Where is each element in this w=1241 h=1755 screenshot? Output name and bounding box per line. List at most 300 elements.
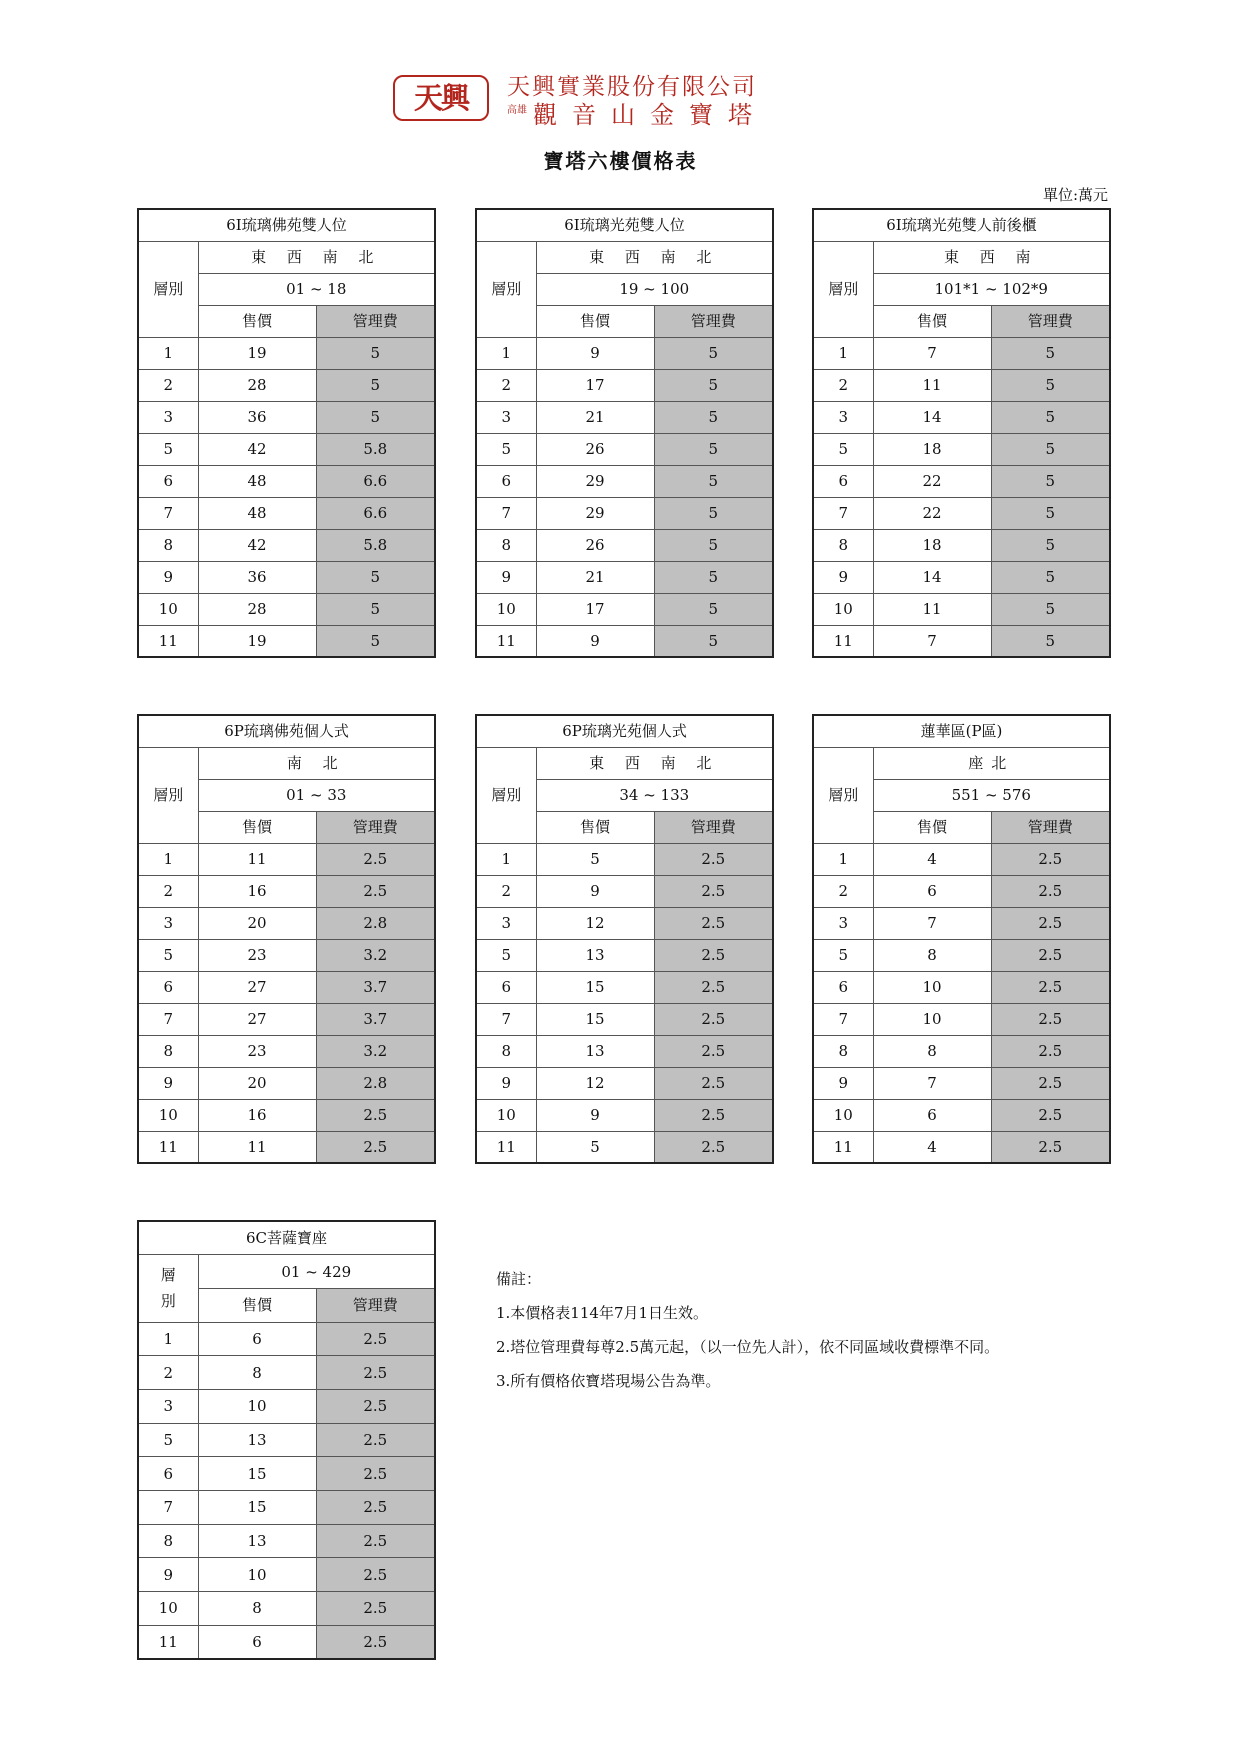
floor-cell: 6 [138,971,198,1003]
table-row [476,369,773,401]
floor-header [138,1255,198,1322]
table-row [476,465,773,497]
table-row [813,1003,1110,1035]
table-row [813,625,1110,657]
fee-cell: 2.5 [316,875,435,907]
floor-header: 層別 [138,747,198,843]
price-cell: 28 [198,593,316,625]
floor-cell: 6 [813,465,873,497]
price-cell: 14 [873,561,991,593]
table-row [138,1099,435,1131]
fee-cell: 2.5 [316,1389,435,1423]
unit-range: 34 ~ 133 [536,779,773,811]
floor-cell: 3 [138,401,198,433]
fee-cell: 5 [654,369,773,401]
fee-cell: 2.5 [991,1035,1110,1067]
floor-cell: 7 [813,497,873,529]
table-row [476,337,773,369]
price-cell: 22 [873,497,991,529]
price-cell: 11 [198,843,316,875]
fee-header: 管理費 [316,305,435,337]
page-title: 寶塔六樓價格表 [543,149,698,173]
fee-header: 管理費 [991,811,1110,843]
fee-cell: 2.5 [654,1035,773,1067]
floor-cell: 3 [476,401,536,433]
table-row [138,971,435,1003]
price-cell: 15 [536,971,654,1003]
price-cell: 27 [198,1003,316,1035]
facing-direction: 座北 [873,747,1110,779]
table-row [138,1035,435,1067]
fee-cell: 2.5 [654,939,773,971]
fee-cell: 2.5 [991,1067,1110,1099]
floor-header: 層別 [813,747,873,843]
fee-cell: 5 [991,401,1110,433]
floor-cell: 8 [813,529,873,561]
price-cell: 20 [198,907,316,939]
fee-cell: 3.7 [316,971,435,1003]
floor-cell: 1 [813,337,873,369]
fee-cell: 2.5 [316,1099,435,1131]
table-row [138,401,435,433]
table-row [813,1099,1110,1131]
fee-cell: 5 [991,529,1110,561]
floor-cell: 5 [138,433,198,465]
fee-cell: 2.5 [991,939,1110,971]
fee-cell: 5 [991,625,1110,657]
floor-cell: 5 [476,939,536,971]
floor-cell: 6 [476,465,536,497]
floor-cell: 6 [813,971,873,1003]
floor-cell: 9 [138,1558,198,1592]
floor-cell: 11 [138,1131,198,1163]
floor-cell: 3 [476,907,536,939]
floor-cell: 2 [138,369,198,401]
fee-cell: 5 [991,497,1110,529]
price-table [475,714,774,1164]
table-row [813,907,1110,939]
table-title: 6I琉璃光苑雙人前後櫃 [813,209,1110,241]
fee-cell: 3.7 [316,1003,435,1035]
price-cell: 13 [198,1423,316,1457]
price-cell: 12 [536,907,654,939]
fee-cell: 5 [654,401,773,433]
price-cell: 21 [536,561,654,593]
price-cell: 14 [873,401,991,433]
price-cell: 15 [198,1491,316,1525]
table-row [138,1558,435,1592]
table-row [813,401,1110,433]
floor-cell: 1 [138,337,198,369]
price-cell: 7 [873,625,991,657]
price-cell: 28 [198,369,316,401]
table-row [813,1067,1110,1099]
floor-cell: 9 [476,561,536,593]
fee-cell: 5 [654,625,773,657]
floor-cell: 10 [476,593,536,625]
floor-cell: 7 [476,1003,536,1035]
price-table [137,714,436,1164]
table-row [138,939,435,971]
facing-direction: 東 西 南 北 [536,241,773,273]
fee-cell: 5 [654,497,773,529]
fee-cell: 2.5 [316,1524,435,1558]
fee-cell: 2.5 [654,1099,773,1131]
floor-cell: 2 [813,369,873,401]
floor-cell: 9 [476,1067,536,1099]
unit-label: 單位:萬元 [1042,186,1108,204]
table-row [138,1131,435,1163]
price-cell: 42 [198,529,316,561]
price-cell: 48 [198,497,316,529]
table-row [138,1356,435,1390]
price-cell: 10 [873,971,991,1003]
floor-cell: 9 [813,1067,873,1099]
floor-cell: 11 [813,1131,873,1163]
table-row [138,497,435,529]
table-row [813,529,1110,561]
site-prefix: 高雄 [507,105,527,116]
floor-cell: 1 [476,337,536,369]
price-table [812,714,1111,1164]
floor-cell: 6 [138,465,198,497]
floor-cell: 7 [813,1003,873,1035]
price-cell: 15 [198,1457,316,1491]
floor-cell: 8 [138,1035,198,1067]
fee-cell: 5 [316,593,435,625]
notes [496,1262,999,1398]
unit-range: 101*1 ~ 102*9 [873,273,1110,305]
table-row [138,1491,435,1525]
price-cell: 10 [873,1003,991,1035]
unit-range: 01 ~ 18 [198,273,435,305]
floor-cell: 8 [476,1035,536,1067]
price-header: 售價 [873,811,991,843]
table-row [138,1524,435,1558]
floor-cell: 5 [813,433,873,465]
fee-cell: 2.5 [654,875,773,907]
fee-cell: 5 [991,433,1110,465]
price-cell: 18 [873,529,991,561]
price-cell: 26 [536,433,654,465]
table-row [813,1035,1110,1067]
floor-cell: 11 [476,1131,536,1163]
floor-cell: 5 [138,1423,198,1457]
table-row [476,433,773,465]
table-row [813,497,1110,529]
table-row [138,561,435,593]
table-title: 6I琉璃光苑雙人位 [476,209,773,241]
price-cell: 5 [536,1131,654,1163]
fee-cell: 5 [654,337,773,369]
fee-cell: 3.2 [316,939,435,971]
table-row [138,465,435,497]
table-row [138,1389,435,1423]
fee-cell: 5 [991,465,1110,497]
floor-cell: 10 [138,1099,198,1131]
table-row [138,593,435,625]
fee-cell: 2.5 [991,907,1110,939]
fee-cell: 2.5 [654,1067,773,1099]
price-cell: 36 [198,561,316,593]
fee-header: 管理費 [991,305,1110,337]
floor-cell: 8 [138,529,198,561]
table-row [138,843,435,875]
table-row [476,401,773,433]
floor-cell: 2 [138,875,198,907]
price-header: 售價 [536,305,654,337]
fee-cell: 2.5 [991,1003,1110,1035]
floor-header: 層別 [813,241,873,337]
table-row [138,1625,435,1659]
table-row [138,433,435,465]
table-title: 6P琉璃光苑個人式 [476,715,773,747]
table-row [138,875,435,907]
price-cell: 6 [873,875,991,907]
table-row [813,939,1110,971]
fee-cell: 2.5 [991,1099,1110,1131]
floor-header: 層別 [138,241,198,337]
price-cell: 6 [198,1625,316,1659]
price-cell: 42 [198,433,316,465]
table-row [476,1003,773,1035]
floor-cell: 7 [138,1491,198,1525]
fee-cell: 5 [654,593,773,625]
table-row [138,625,435,657]
floor-cell: 5 [813,939,873,971]
price-cell: 17 [536,369,654,401]
table-row [476,1035,773,1067]
price-cell: 9 [536,875,654,907]
price-cell: 19 [198,337,316,369]
price-header: 售價 [198,305,316,337]
floor-cell: 7 [476,497,536,529]
table-row [476,529,773,561]
facing-direction: 東 西 南 [873,241,1110,273]
price-cell: 4 [873,843,991,875]
floor-cell: 9 [813,561,873,593]
price-table [137,1220,436,1660]
table-row [813,369,1110,401]
fee-cell: 2.5 [316,1356,435,1390]
price-cell: 11 [873,369,991,401]
price-cell: 8 [873,939,991,971]
table-row [476,939,773,971]
table-row [476,907,773,939]
table-row [138,337,435,369]
table-title: 蓮華區(P區) [813,715,1110,747]
table-row [476,497,773,529]
table-row [476,1099,773,1131]
price-cell: 9 [536,625,654,657]
floor-cell: 6 [138,1457,198,1491]
floor-cell: 7 [138,1003,198,1035]
unit-range: 19 ~ 100 [536,273,773,305]
table-title: 6I琉璃佛苑雙人位 [138,209,435,241]
price-cell: 8 [873,1035,991,1067]
fee-cell: 2.5 [654,1131,773,1163]
table-row [138,529,435,561]
price-cell: 11 [873,593,991,625]
fee-cell: 2.5 [654,843,773,875]
price-cell: 26 [536,529,654,561]
floor-cell: 8 [813,1035,873,1067]
fee-cell: 5 [316,625,435,657]
floor-cell: 2 [813,875,873,907]
price-cell: 7 [873,337,991,369]
notes-heading: 備註： [496,1270,542,1288]
price-header: 售價 [198,1288,316,1322]
price-cell: 18 [873,433,991,465]
price-cell: 7 [873,907,991,939]
floor-cell: 10 [138,593,198,625]
table-row [476,843,773,875]
fee-cell: 5 [991,337,1110,369]
table-row [138,1457,435,1491]
floor-header-label: 層別 [160,1266,176,1311]
price-cell: 16 [198,875,316,907]
fee-cell: 5 [991,561,1110,593]
price-cell: 12 [536,1067,654,1099]
floor-cell: 3 [138,907,198,939]
price-header: 售價 [198,811,316,843]
price-cell: 22 [873,465,991,497]
price-cell: 17 [536,593,654,625]
fee-cell: 2.5 [991,875,1110,907]
price-cell: 15 [536,1003,654,1035]
fee-cell: 5 [316,337,435,369]
price-cell: 10 [198,1389,316,1423]
price-cell: 21 [536,401,654,433]
fee-cell: 2.5 [316,1592,435,1626]
table-row [138,1003,435,1035]
price-table [475,208,774,658]
price-cell: 20 [198,1067,316,1099]
fee-cell: 2.5 [316,1131,435,1163]
table-row [138,1423,435,1457]
fee-cell: 2.5 [316,1423,435,1457]
fee-header: 管理費 [654,305,773,337]
price-cell: 29 [536,497,654,529]
table-row [138,1322,435,1356]
floor-cell: 7 [138,497,198,529]
table-row [813,875,1110,907]
fee-cell: 5 [654,465,773,497]
price-cell: 11 [198,1131,316,1163]
table-row [476,1067,773,1099]
floor-cell: 9 [138,1067,198,1099]
table-row [138,907,435,939]
floor-cell: 10 [138,1592,198,1626]
facing-direction: 東 西 南 北 [536,747,773,779]
floor-cell: 1 [813,843,873,875]
fee-cell: 2.5 [316,1457,435,1491]
price-cell: 13 [536,1035,654,1067]
table-row [813,593,1110,625]
price-cell: 8 [198,1592,316,1626]
floor-cell: 1 [138,843,198,875]
fee-cell: 2.5 [316,1625,435,1659]
price-header: 售價 [873,305,991,337]
table-row [813,337,1110,369]
price-cell: 36 [198,401,316,433]
floor-cell: 3 [138,1389,198,1423]
unit-range: 01 ~ 429 [198,1255,435,1289]
site-name-row [507,101,767,131]
fee-cell: 2.5 [991,1131,1110,1163]
facing-direction: 東 西 南 北 [198,241,435,273]
price-cell: 29 [536,465,654,497]
table-row [476,875,773,907]
table-title: 6P琉璃佛苑個人式 [138,715,435,747]
table-row [813,1131,1110,1163]
floor-cell: 10 [476,1099,536,1131]
fee-cell: 2.5 [316,1558,435,1592]
table-row [138,1067,435,1099]
table-title: 6C菩薩寶座 [138,1221,435,1255]
fee-header: 管理費 [654,811,773,843]
price-cell: 9 [536,337,654,369]
price-header: 售價 [536,811,654,843]
table-row [476,593,773,625]
price-cell: 23 [198,939,316,971]
floor-cell: 10 [813,593,873,625]
fee-cell: 5 [316,561,435,593]
table-row [813,843,1110,875]
table-row [813,433,1110,465]
fee-cell: 2.5 [654,1003,773,1035]
floor-header: 層別 [476,241,536,337]
table-row [138,369,435,401]
fee-cell: 5 [654,561,773,593]
fee-cell: 2.5 [316,1491,435,1525]
price-cell: 10 [198,1558,316,1592]
table-row [813,465,1110,497]
price-cell: 23 [198,1035,316,1067]
logo-mark: 天興 [393,75,489,121]
fee-cell: 6.6 [316,497,435,529]
fee-cell: 2.8 [316,907,435,939]
price-cell: 8 [198,1356,316,1390]
price-cell: 27 [198,971,316,1003]
table-row [138,1592,435,1626]
floor-cell: 2 [138,1356,198,1390]
fee-cell: 2.5 [991,843,1110,875]
fee-cell: 5 [991,369,1110,401]
fee-cell: 5 [991,593,1110,625]
price-cell: 13 [198,1524,316,1558]
price-table [137,208,436,658]
fee-cell: 2.8 [316,1067,435,1099]
facing-direction: 南 北 [198,747,435,779]
floor-cell: 2 [476,369,536,401]
table-row [476,561,773,593]
note-item: 1.本價格表114年7月1日生效。 [496,1304,709,1322]
floor-cell: 11 [138,1625,198,1659]
price-cell: 7 [873,1067,991,1099]
table-row [813,561,1110,593]
price-cell: 4 [873,1131,991,1163]
price-cell: 9 [536,1099,654,1131]
floor-cell: 3 [813,401,873,433]
floor-cell: 2 [476,875,536,907]
floor-cell: 8 [138,1524,198,1558]
floor-cell: 5 [476,433,536,465]
floor-cell: 1 [138,1322,198,1356]
price-cell: 16 [198,1099,316,1131]
table-row [476,1131,773,1163]
fee-cell: 2.5 [991,971,1110,1003]
